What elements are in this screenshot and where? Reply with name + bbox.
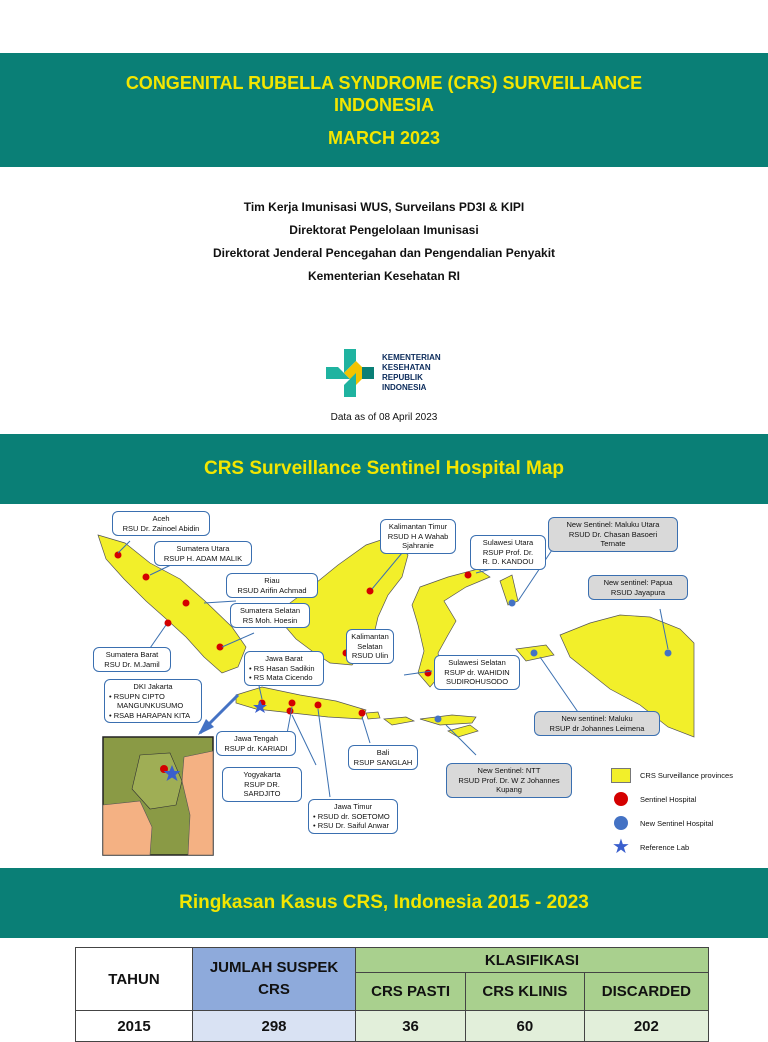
authors-block [0,200,768,292]
author-line: Kementerian Kesehatan RI [307,269,461,283]
sentinel-dot-riau [183,600,190,607]
col-header-crs-klinis: CRS KLINIS [466,973,585,1011]
new-sentinel-dot-maluku [531,650,538,657]
map-legend [610,763,733,859]
jakarta-inset [103,737,213,855]
kemenkes-logo-icon [322,345,378,401]
kemenkes-logo [322,345,462,401]
sentinel-hospital-map [0,505,768,865]
star-icon: ★ [612,836,630,858]
cell-pasti: 36 [356,1011,466,1042]
legend-sentinel: Sentinel Hospital [610,787,733,811]
title-banner [0,53,768,167]
callout-sumatera-utara: Sumatera Utara RSUP H. ADAM MALIK [154,541,252,566]
callout-jawa-barat: Jawa Barat • RS Hasan Sadikin • RS Mata Cicendo [244,651,324,686]
callout-sumatera-selatan: Sumatera Selatan RS Moh. Hoesin [230,603,310,628]
blue-dot-icon [614,816,628,830]
callout-kalimantan-timur: Kalimantan Timur RSUD H A Wahab Sjahranie [380,519,456,554]
new-sentinel-dot-papua [665,650,672,657]
data-as-of: Data as of 08 April 2023 [330,412,438,423]
sentinel-dot-sumut [143,574,150,581]
col-header-crs-pasti: CRS PASTI [356,973,466,1011]
title-date: MARCH 2023 [327,127,441,148]
callout-sumatera-barat: Sumatera Barat RSU Dr. M.Jamil [93,647,171,672]
new-sentinel-dot-malut [509,600,516,607]
island-bali [366,712,380,719]
sentinel-dot-jatim [315,702,322,709]
col-header-discarded: DISCARDED [584,973,708,1011]
author-line: Tim Kerja Imunisasi WUS, Surveilans PD3I & KIPI [243,200,525,214]
summary-section-title: Ringkasan Kasus CRS, Indonesia 2015 - 2023 [0,868,768,938]
cell-klinis: 60 [466,1011,585,1042]
table-row [76,1011,709,1042]
callout-yogyakarta: Yogyakarta RSUP DR. SARDJITO [222,767,302,802]
callout-new-papua: New sentinel: Papua RSUD Jayapura [588,575,688,600]
cell-tahun: 2015 [76,1011,193,1042]
island-maluku-utara [500,575,518,605]
legend-provinces: CRS Surveillance provinces [610,763,733,787]
callout-dki-jakarta: DKI Jakarta • RSUPN CIPTO MANGUNKUSUMO • RSAB HARAPAN KITA [104,679,202,723]
callout-jawa-tengah: Jawa Tengah RSUP dr. KARIADI [216,731,296,756]
title-line-1: CONGENITAL RUBELLA SYNDROME (CRS) SURVEILLANCE [125,72,643,93]
cell-discarded: 202 [584,1011,708,1042]
col-header-jumlah: JUMLAH SUSPEK CRS [193,948,356,1011]
col-header-klasifikasi: KLASIFIKASI [356,948,709,973]
callout-sulawesi-utara: Sulawesi Utara RSUP Prof. Dr. R. D. KANDOU [470,535,546,570]
callout-jawa-timur: Jawa Timur • RSUD dr. SOETOMO • RSU Dr. Saiful Anwar [308,799,398,834]
callout-sulawesi-selatan: Sulawesi Selatan RSUP dr. WAHIDIN SUDIROHUSODO [434,655,520,690]
callout-riau: Riau RSUD Arifin Achmad [226,573,318,598]
island-ntt [420,715,476,725]
callout-aceh: Aceh RSU Dr. Zainoel Abidin [112,511,210,536]
island-ntb [384,717,414,725]
legend-reference-lab: ★ Reference Lab [612,836,690,858]
callout-kalimantan-selatan: Kalimantan Selatan RSUD Ulin [346,629,394,664]
island-java [236,687,366,719]
callout-new-maluku: New sentinel: Maluku RSUP dr Johannes Leimena [534,711,660,736]
author-line: Direktorat Jenderal Pencegahan dan Pengendalian Penyakit [212,246,556,260]
cell-jumlah: 298 [193,1011,356,1042]
legend-new-sentinel: New Sentinel Hospital [610,811,733,835]
sentinel-dot-jateng [289,700,296,707]
title-line-2: INDONESIA [333,94,434,115]
author-line: Direktorat Pengelolaan Imunisasi [289,223,479,237]
red-dot-icon [614,792,628,806]
sentinel-dot-sulut [465,572,472,579]
sentinel-dot-bali [359,710,366,717]
sentinel-dot-sulsel [425,670,432,677]
sentinel-dot-yogya [287,708,294,715]
callout-bali: Bali RSUP SANGLAH [348,745,418,770]
new-sentinel-dot-ntt [435,716,442,723]
callout-new-maluku-utara: New Sentinel: Maluku Utara RSUD Dr. Chasan Basoeri Ternate [548,517,678,552]
province-swatch-icon [611,768,631,783]
map-section-title: CRS Surveillance Sentinel Hospital Map [0,434,768,504]
crs-summary-table [75,947,709,1042]
logo-text: KEMENTERIAN KESEHATAN REPUBLIK INDONESIA [382,353,441,392]
col-header-tahun: TAHUN [76,948,193,1011]
callout-new-ntt: New Sentinel: NTT RSUD Prof. Dr. W Z Johannes Kupang [446,763,572,798]
